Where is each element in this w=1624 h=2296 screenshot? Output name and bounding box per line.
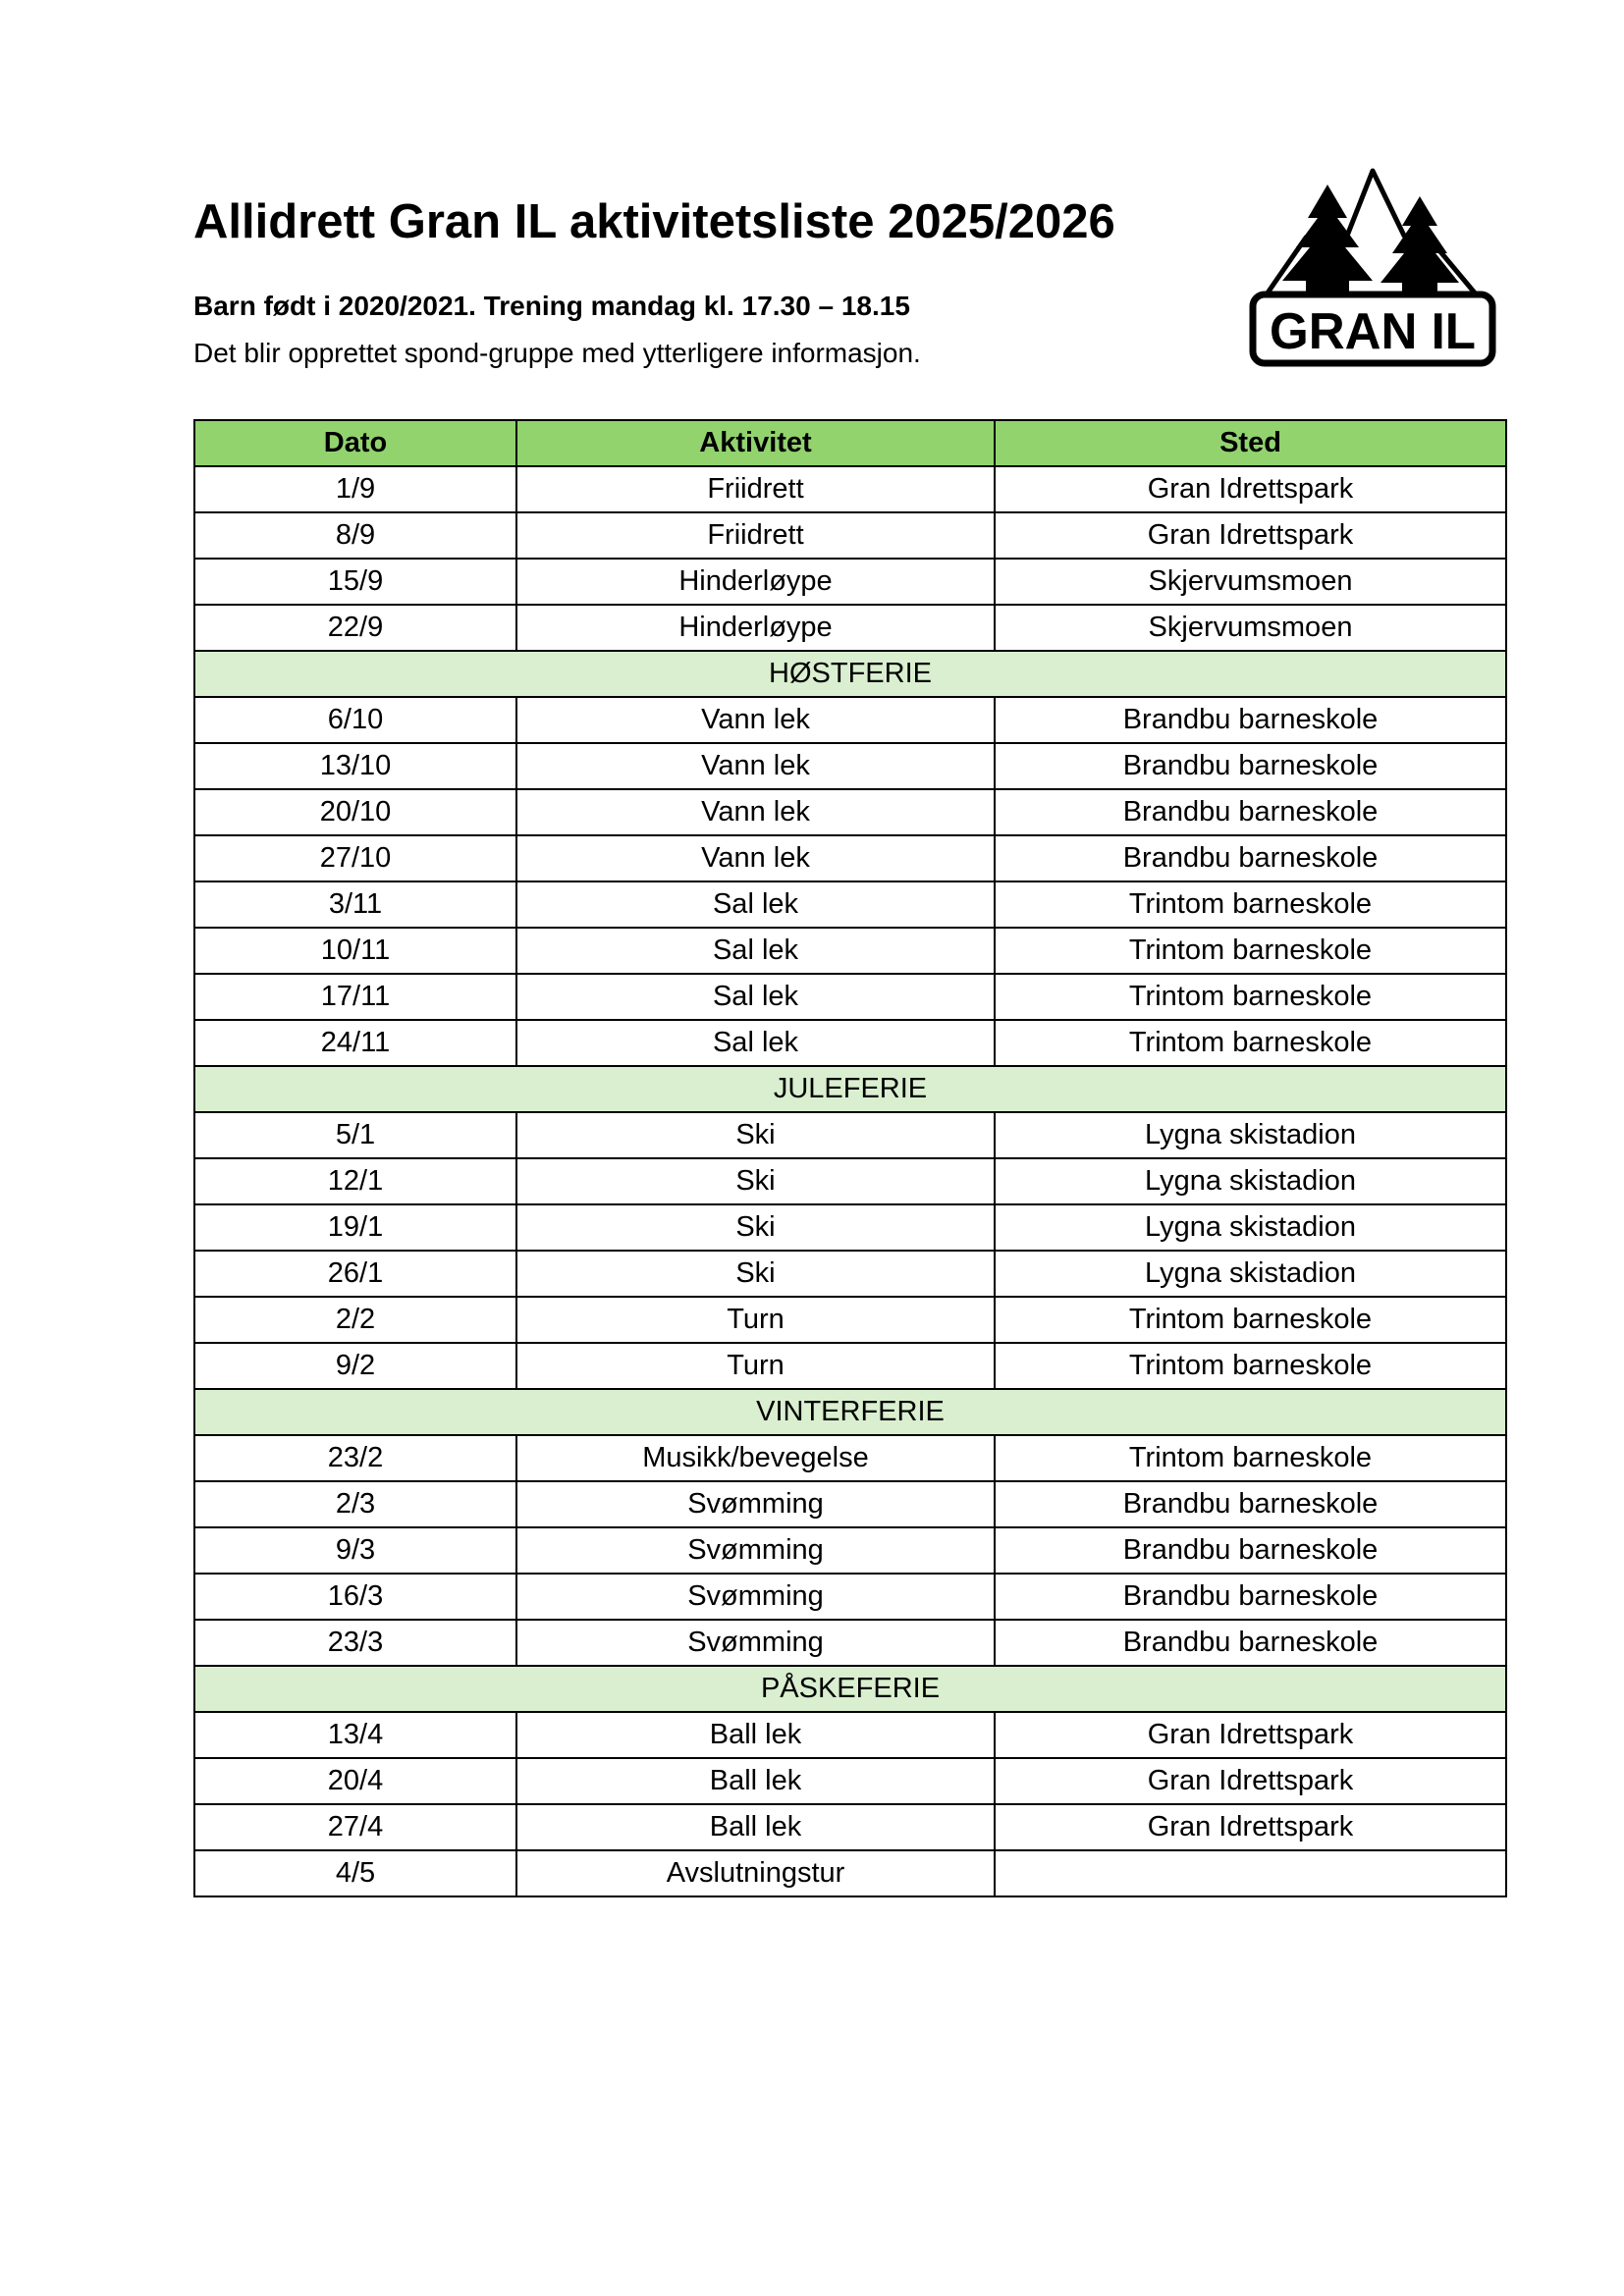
activity-cell: Hinderløype [516,605,995,651]
activity-cell: Friidrett [516,512,995,559]
activity-cell: Avslutningstur [516,1850,995,1896]
date-cell: 22/9 [194,605,516,651]
place-cell: Gran Idrettspark [995,466,1506,512]
place-cell: Brandbu barneskole [995,835,1506,881]
activity-cell: Sal lek [516,881,995,928]
date-cell: 8/9 [194,512,516,559]
date-cell: 9/2 [194,1343,516,1389]
table-row [194,1574,1506,1620]
date-cell: 10/11 [194,928,516,974]
subtitle: Barn født i 2020/2021. Trening mandag kl. 17.30 – 18.15 [193,291,910,321]
table-header-row [194,420,1506,466]
place-cell: Trintom barneskole [995,881,1506,928]
date-cell: 23/3 [194,1620,516,1666]
activity-cell: Vann lek [516,789,995,835]
date-cell: 2/3 [194,1481,516,1527]
date-cell: 16/3 [194,1574,516,1620]
activity-cell: Turn [516,1297,995,1343]
activity-cell: Ski [516,1112,995,1158]
place-cell: Skjervumsmoen [995,605,1506,651]
activity-cell: Vann lek [516,835,995,881]
date-cell: 26/1 [194,1251,516,1297]
date-cell: 27/4 [194,1804,516,1850]
activity-cell: Ski [516,1158,995,1204]
table-row [194,697,1506,743]
activity-cell: Svømming [516,1527,995,1574]
activity-cell: Turn [516,1343,995,1389]
table-row [194,1435,1506,1481]
table-row [194,1804,1506,1850]
place-cell: Lygna skistadion [995,1112,1506,1158]
place-cell: Brandbu barneskole [995,789,1506,835]
place-cell: Gran Idrettspark [995,1712,1506,1758]
header-activity: Aktivitet [516,420,995,466]
logo-text: GRAN IL [1270,303,1476,360]
date-cell: 6/10 [194,697,516,743]
activity-table [193,419,1507,1897]
activity-cell: Svømming [516,1574,995,1620]
activity-cell: Ski [516,1251,995,1297]
date-cell: 17/11 [194,974,516,1020]
date-cell: 4/5 [194,1850,516,1896]
place-cell: Trintom barneskole [995,974,1506,1020]
place-cell: Trintom barneskole [995,1297,1506,1343]
break-label: JULEFERIE [194,1066,1506,1112]
table-row [194,1758,1506,1804]
date-cell: 20/4 [194,1758,516,1804]
table-row [194,1204,1506,1251]
break-row [194,1666,1506,1712]
table-row [194,1527,1506,1574]
table-row [194,1850,1506,1896]
date-cell: 1/9 [194,466,516,512]
place-cell: Lygna skistadion [995,1251,1506,1297]
place-cell: Brandbu barneskole [995,1620,1506,1666]
place-cell: Brandbu barneskole [995,1481,1506,1527]
table-row [194,835,1506,881]
date-cell: 9/3 [194,1527,516,1574]
table-row [194,1297,1506,1343]
table-row [194,881,1506,928]
table-row [194,1158,1506,1204]
break-label: PÅSKEFERIE [194,1666,1506,1712]
place-cell: Trintom barneskole [995,1020,1506,1066]
table-row [194,1620,1506,1666]
table-row [194,605,1506,651]
place-cell: Gran Idrettspark [995,1758,1506,1804]
gran-il-logo [1247,167,1498,368]
place-cell: Trintom barneskole [995,1435,1506,1481]
table-row [194,1112,1506,1158]
activity-cell: Musikk/bevegelse [516,1435,995,1481]
break-row [194,1389,1506,1435]
table-row [194,466,1506,512]
activity-cell: Ski [516,1204,995,1251]
table-row [194,1481,1506,1527]
table-body [194,466,1506,1896]
date-cell: 24/11 [194,1020,516,1066]
place-cell: Brandbu barneskole [995,697,1506,743]
table-row [194,743,1506,789]
activity-cell: Ball lek [516,1804,995,1850]
place-cell: Trintom barneskole [995,928,1506,974]
date-cell: 23/2 [194,1435,516,1481]
place-cell: Brandbu barneskole [995,743,1506,789]
date-cell: 15/9 [194,559,516,605]
header-date: Dato [194,420,516,466]
date-cell: 13/10 [194,743,516,789]
place-cell: Gran Idrettspark [995,1804,1506,1850]
activity-cell: Sal lek [516,928,995,974]
place-cell: Brandbu barneskole [995,1527,1506,1574]
info-text: Det blir opprettet spond-gruppe med ytterligere informasjon. [193,338,921,368]
date-cell: 2/2 [194,1297,516,1343]
place-cell: Skjervumsmoen [995,559,1506,605]
table-row [194,1712,1506,1758]
table-row [194,1343,1506,1389]
date-cell: 19/1 [194,1204,516,1251]
place-cell: Gran Idrettspark [995,512,1506,559]
activity-cell: Vann lek [516,743,995,789]
activity-cell: Sal lek [516,974,995,1020]
place-cell [995,1850,1506,1896]
place-cell: Trintom barneskole [995,1343,1506,1389]
activity-cell: Sal lek [516,1020,995,1066]
table-row [194,974,1506,1020]
header-place: Sted [995,420,1506,466]
page-title: Allidrett Gran IL aktivitetsliste 2025/2026 [193,195,1115,248]
date-cell: 3/11 [194,881,516,928]
table-row [194,1251,1506,1297]
activity-cell: Ball lek [516,1758,995,1804]
break-label: VINTERFERIE [194,1389,1506,1435]
table-row [194,789,1506,835]
activity-cell: Svømming [516,1620,995,1666]
table-row [194,1020,1506,1066]
activity-cell: Friidrett [516,466,995,512]
activity-cell: Vann lek [516,697,995,743]
break-label: HØSTFERIE [194,651,1506,697]
date-cell: 12/1 [194,1158,516,1204]
activity-cell: Ball lek [516,1712,995,1758]
date-cell: 20/10 [194,789,516,835]
date-cell: 5/1 [194,1112,516,1158]
date-cell: 13/4 [194,1712,516,1758]
table-row [194,559,1506,605]
break-row [194,1066,1506,1112]
activity-cell: Svømming [516,1481,995,1527]
place-cell: Brandbu barneskole [995,1574,1506,1620]
activity-cell: Hinderløype [516,559,995,605]
place-cell: Lygna skistadion [995,1204,1506,1251]
table-row [194,512,1506,559]
date-cell: 27/10 [194,835,516,881]
place-cell: Lygna skistadion [995,1158,1506,1204]
table-row [194,928,1506,974]
break-row [194,651,1506,697]
